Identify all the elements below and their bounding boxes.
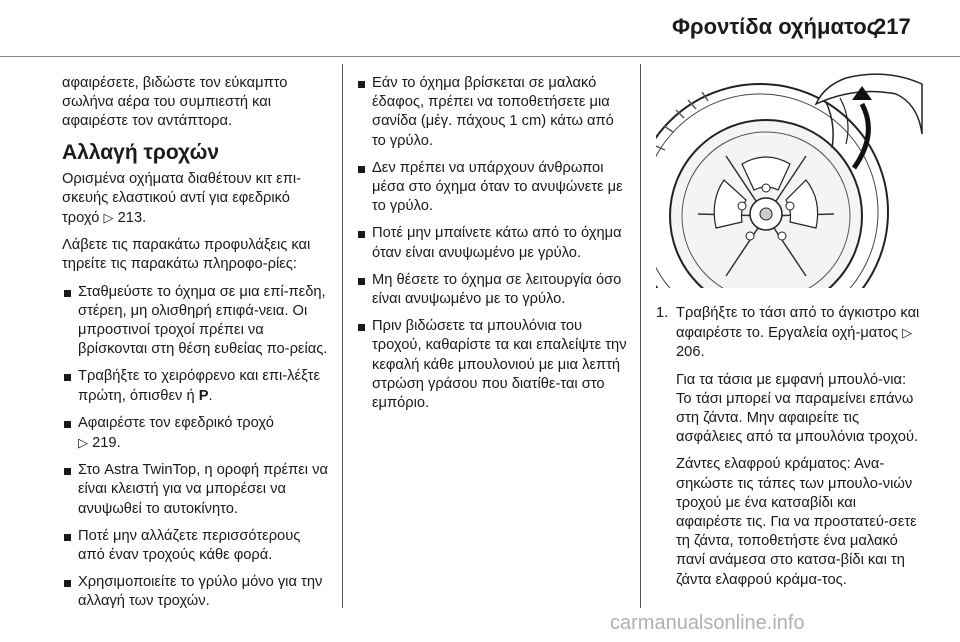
list-item-text: Εάν το όχημα βρίσκεται σε μαλακό έδαφος, πρέπει να τοποθετήσετε μια σανίδα (μέγ. πάχους 1 cm) κάτω από το γρύλο. xyxy=(372,75,614,149)
list-item xyxy=(62,461,330,519)
list-item-text: Στο Astra TwinTop, η οροφή πρέπει να είναι κλειστή για να μπορέσει να ανυψωθεί το αυτοκίνητο. xyxy=(78,462,328,517)
bullet-square-icon xyxy=(64,468,71,475)
list-item xyxy=(356,271,628,309)
list-item xyxy=(356,74,628,151)
page-reference: 219. xyxy=(92,435,121,452)
list-item xyxy=(356,224,628,262)
bullet-square-icon xyxy=(358,81,365,88)
gear-p-label: P xyxy=(198,387,209,404)
section-heading: Αλλαγή τροχών xyxy=(62,140,220,164)
bullet-square-icon xyxy=(64,534,71,541)
paragraph: Λάβετε τις παρακάτω προφυλάξεις και τηρείτε τις παρακάτω πληροφο-ρίες: xyxy=(62,237,311,273)
page-reference: 213. xyxy=(117,210,147,227)
column-right xyxy=(656,304,924,598)
precaution-list xyxy=(356,74,628,413)
column-divider-1 xyxy=(342,64,343,608)
list-item xyxy=(62,527,330,565)
page-title: Φροντίδα οχήματος xyxy=(672,14,879,39)
list-item xyxy=(62,283,330,360)
watermark: carmanualsonline.info xyxy=(610,612,805,634)
bullet-square-icon xyxy=(358,166,365,173)
intro-text: αφαιρέσετε, βιδώστε τον εύκαμπτο σωλήνα αέρα του συμπιεστή και αφαιρέστε τον αντάπτορα. xyxy=(62,75,288,130)
step-text-content: Τραβήξτε το τάσι από το άγκιστρο και αφαιρέστε το. Εργαλεία οχή-ματος xyxy=(676,305,920,342)
list-item xyxy=(356,159,628,217)
bullet-square-icon xyxy=(64,374,71,381)
wheel-cover-illustration xyxy=(656,64,924,288)
paragraph-text: Ορισμένα οχήματα διαθέτουν κιτ επι-σκευής ελαστικού αντί για εφεδρικό τροχό xyxy=(62,170,301,227)
list-item-text: Αφαιρέστε τον εφεδρικό τροχό xyxy=(78,414,274,431)
list-item-text: Μη θέσετε το όχημα σε λειτουργία όσο είναι ανυψωμένο με το γρύλο. xyxy=(372,271,622,308)
bullet-square-icon xyxy=(358,278,365,285)
bullet-square-icon xyxy=(358,231,365,238)
list-item-text: Δεν πρέπει να υπάρχουν άνθρωποι μέσα στο όχημα όταν το ανυψώνετε με το γρύλο. xyxy=(372,159,623,215)
step-note: Ζάντες ελαφρού κράματος: Ανα-σηκώστε τις τάπες των μπουλο-νιών τροχού με ένα κατσαβίδι και αφαιρέστε τις. Για να προστατεύ-σετε τη ζάντα, τοποθετήστε ένα μαλακό πανί ανάμεσα στο κατσα-βίδι και τη ζάντα ελαφρού κράμα-τος. xyxy=(676,456,917,588)
cross-reference-arrow-icon: ▷ xyxy=(78,435,88,451)
list-item-text: Χρησιμοποιείτε το γρύλο μόνο για την αλλαγή των τροχών. xyxy=(78,574,323,610)
bullet-square-icon xyxy=(358,324,365,331)
column-middle xyxy=(356,74,628,421)
wheel-illustration-icon xyxy=(656,64,924,288)
step-number: 1. xyxy=(656,305,669,321)
paragraph xyxy=(62,170,330,229)
list-item-text: Πριν βιδώσετε τα μπουλόνια του τροχού, καθαρίστε τα και επαλείψτε την κεφαλή κάθε μπουλονιού με μια λεπτή στρώση γράσου που διατίθε-ται στο εμπόριο. xyxy=(372,318,627,412)
column-divider-2 xyxy=(640,64,641,608)
list-item xyxy=(356,317,628,413)
list-item: Τραβήξτε το χειρόφρενο και επι-λέξτε πρώτη, όπισθεν ή P. xyxy=(62,367,330,405)
step-note: Για τα τάσια με εμφανή μπουλό-νια: Το τάσι μπορεί να παραμείνει επάνω στη ζάντα. Μην αφαιρείτε τις ασφάλειες από τα μπουλόνια τροχού. xyxy=(676,371,919,446)
step-text xyxy=(676,304,924,363)
bullet-square-icon xyxy=(64,290,71,297)
list-item-text: Ποτέ μην αλλάζετε περισσότερους από έναν τροχούς κάθε φορά. xyxy=(78,527,301,564)
list-item xyxy=(62,414,330,453)
list-item-text: Τραβήξτε το χειρόφρενο και επι-λέξτε πρώτη, όπισθεν ή xyxy=(78,368,320,404)
bullet-square-icon xyxy=(64,421,71,428)
list-item-text: Σταθμεύστε το όχημα σε μια επί-πεδη, στέρεη, μη ολισθηρή επιφά-νεια. Οι μπροστινοί τροχοί πρέπει να βρίσκονται στη θέση ευθείας πο-ρείας. xyxy=(78,283,328,358)
header-rule xyxy=(0,56,960,57)
column-left xyxy=(62,74,330,620)
list-item-text: Ποτέ μην μπαίνετε κάτω από το όχημα όταν είναι ανυψωμένο με γρύλο. xyxy=(372,225,622,261)
precaution-list xyxy=(62,283,330,612)
cross-reference-arrow-icon: ▷ xyxy=(103,210,114,226)
numbered-step xyxy=(656,304,924,590)
page-number: 217 xyxy=(874,14,911,39)
bullet-square-icon xyxy=(64,580,71,587)
page-header xyxy=(0,0,960,58)
list-item xyxy=(62,573,330,611)
cross-reference-arrow-icon: ▷ xyxy=(902,325,913,341)
page-reference: 206. xyxy=(676,344,705,361)
